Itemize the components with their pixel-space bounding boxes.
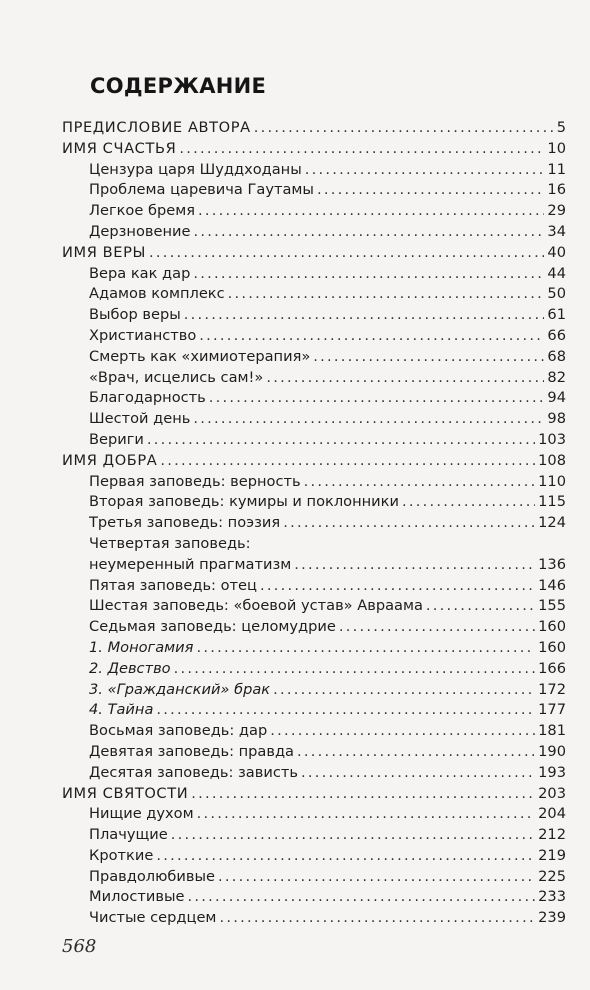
toc-entry[interactable] xyxy=(62,742,566,763)
toc-entry-page: 10 xyxy=(547,139,566,157)
dot-leader xyxy=(184,305,545,326)
toc-entry-title: «Врач, исцелись сам!» xyxy=(89,368,264,386)
dot-leader xyxy=(156,700,535,721)
table-of-contents xyxy=(62,118,566,929)
toc-entry-page: 239 xyxy=(538,909,566,927)
toc-entry[interactable] xyxy=(62,305,566,326)
contents-heading: СОДЕРЖАНИЕ xyxy=(90,74,267,98)
dot-leader xyxy=(260,576,535,597)
toc-entry-page: 11 xyxy=(547,160,566,178)
toc-entry-title: Вера как дар xyxy=(89,264,191,282)
toc-entry-page: 110 xyxy=(538,472,566,490)
toc-entry[interactable] xyxy=(62,326,566,347)
dot-leader xyxy=(426,596,535,617)
toc-entry-page: 16 xyxy=(547,181,566,199)
toc-entry-page: 233 xyxy=(538,888,566,906)
toc-entry-title: Вериги xyxy=(89,430,144,448)
toc-entry-page: 225 xyxy=(538,867,566,885)
toc-entry-title: 4. Тайна xyxy=(89,701,154,719)
toc-entry[interactable] xyxy=(62,887,566,908)
toc-entry[interactable] xyxy=(62,721,566,742)
toc-entry-page: 124 xyxy=(538,514,566,532)
toc-entry-title: Легкое бремя xyxy=(89,202,196,220)
toc-entry-title: 3. «Гражданский» брак xyxy=(89,680,271,698)
toc-entry-page: 44 xyxy=(547,264,566,282)
toc-section-entry[interactable] xyxy=(62,118,566,139)
toc-entry-page: 115 xyxy=(538,493,566,511)
toc-section-entry[interactable] xyxy=(62,451,566,472)
toc-entry[interactable] xyxy=(62,284,566,305)
toc-entry[interactable] xyxy=(62,492,566,513)
dot-leader xyxy=(301,763,535,784)
toc-entry-title: Дерзновение xyxy=(89,222,191,240)
dot-leader xyxy=(317,180,544,201)
dot-leader xyxy=(198,201,544,222)
dot-leader xyxy=(313,347,544,368)
toc-entry-page: 61 xyxy=(547,306,566,324)
toc-entry-title: Девятая заповедь: правда xyxy=(89,742,295,760)
dot-leader xyxy=(147,430,535,451)
toc-entry-title: Восьмая заповедь: дар xyxy=(89,722,268,740)
toc-entry-page: 146 xyxy=(538,576,566,594)
toc-entry-title: ИМЯ ДОБРА xyxy=(62,451,158,469)
dot-leader xyxy=(266,368,544,389)
dot-leader xyxy=(283,513,535,534)
toc-entry[interactable] xyxy=(62,347,566,368)
toc-entry-page: 40 xyxy=(547,243,566,261)
dot-leader xyxy=(187,887,535,908)
dot-leader xyxy=(304,472,536,493)
toc-entry-title: Четвертая заповедь: xyxy=(89,534,251,552)
toc-entry-title: ИМЯ ВЕРЫ xyxy=(62,243,146,261)
toc-entry[interactable] xyxy=(62,388,566,409)
toc-entry[interactable] xyxy=(62,638,566,659)
toc-entry-page: 34 xyxy=(547,222,566,240)
toc-entry-page: 212 xyxy=(538,826,566,844)
toc-entry[interactable] xyxy=(62,513,566,534)
dot-leader xyxy=(193,264,544,285)
toc-entry[interactable] xyxy=(62,596,566,617)
toc-entry-page: 203 xyxy=(538,784,566,802)
toc-entry[interactable] xyxy=(62,472,566,493)
toc-entry-page: 181 xyxy=(538,722,566,740)
toc-entry-title: Милостивые xyxy=(89,888,185,906)
toc-entry[interactable] xyxy=(62,700,566,721)
dot-leader xyxy=(179,139,544,160)
toc-entry-page: 98 xyxy=(547,410,566,428)
toc-entry-title: Шестая заповедь: «боевой устав» Авраама xyxy=(89,597,423,615)
toc-entry[interactable] xyxy=(62,763,566,784)
toc-entry-page: 68 xyxy=(547,347,566,365)
toc-entry-title: Вторая заповедь: кумиры и поклонники xyxy=(89,493,399,511)
toc-entry[interactable] xyxy=(62,659,566,680)
toc-entry[interactable] xyxy=(62,825,566,846)
toc-entry-title: 1. Моногамия xyxy=(89,638,194,656)
dot-leader xyxy=(219,908,535,929)
toc-entry-page: 155 xyxy=(538,597,566,615)
toc-entry-page: 82 xyxy=(547,368,566,386)
toc-entry-title: Пятая заповедь: отец xyxy=(89,576,257,594)
toc-entry[interactable] xyxy=(62,264,566,285)
dot-leader xyxy=(218,867,535,888)
toc-entry-page: 94 xyxy=(547,389,566,407)
toc-entry-title: Христианство xyxy=(89,326,197,344)
toc-entry-title: Плачущие xyxy=(89,826,168,844)
toc-entry-page: 5 xyxy=(556,119,566,136)
toc-entry-title: 2. Девство xyxy=(89,659,171,677)
dot-leader xyxy=(297,742,535,763)
toc-entry-title: Адамов комплекс xyxy=(89,285,225,303)
toc-entry-page: 219 xyxy=(538,846,566,864)
toc-entry-title: Десятая заповедь: зависть xyxy=(89,763,298,781)
toc-entry-page: 160 xyxy=(538,638,566,656)
toc-entry-page: 204 xyxy=(538,805,566,823)
toc-entry-page: 108 xyxy=(538,451,566,469)
dot-leader xyxy=(270,721,535,742)
toc-entry[interactable] xyxy=(62,222,566,243)
dot-leader xyxy=(191,784,535,805)
toc-entry[interactable] xyxy=(62,534,566,555)
toc-entry-page: 29 xyxy=(547,202,566,220)
toc-entry-page: 160 xyxy=(538,618,566,636)
toc-entry-page: 103 xyxy=(538,430,566,448)
toc-entry[interactable] xyxy=(62,180,566,201)
toc-entry[interactable] xyxy=(62,680,566,701)
dot-leader xyxy=(193,222,544,243)
toc-entry-page: 136 xyxy=(538,555,566,573)
toc-entry-title: Первая заповедь: верность xyxy=(89,472,301,490)
dot-leader xyxy=(196,638,535,659)
dot-leader xyxy=(156,846,535,867)
toc-entry-page: 172 xyxy=(538,680,566,698)
toc-entry[interactable] xyxy=(62,409,566,430)
toc-entry-title: Седьмая заповедь: целомудрие xyxy=(89,618,336,636)
dot-leader xyxy=(402,492,535,513)
toc-entry-title: Чистые сердцем xyxy=(89,909,217,927)
dot-leader xyxy=(273,680,535,701)
toc-entry-page: 193 xyxy=(538,763,566,781)
toc-entry-page: 190 xyxy=(538,742,566,760)
toc-entry[interactable] xyxy=(62,804,566,825)
toc-entry-page: 50 xyxy=(547,285,566,303)
toc-entry-title: Третья заповедь: поэзия xyxy=(89,514,281,532)
dot-leader xyxy=(228,284,545,305)
dot-leader xyxy=(193,409,544,430)
toc-entry[interactable] xyxy=(62,867,566,888)
dot-leader xyxy=(197,804,536,825)
toc-entry[interactable] xyxy=(62,160,566,181)
toc-entry[interactable] xyxy=(62,908,566,929)
toc-entry-page: 66 xyxy=(547,326,566,344)
toc-entry[interactable] xyxy=(62,617,566,638)
toc-entry-title: Кроткие xyxy=(89,846,154,864)
dot-leader xyxy=(305,160,545,181)
toc-entry[interactable] xyxy=(62,555,566,576)
toc-entry[interactable] xyxy=(62,368,566,389)
toc-entry-title: Цензура царя Шуддходаны xyxy=(89,160,302,178)
toc-entry-title: Нищие духом xyxy=(89,805,194,823)
toc-entry-title: ПРЕДИСЛОВИЕ АВТОРА xyxy=(62,119,251,136)
toc-entry[interactable] xyxy=(62,846,566,867)
toc-entry-page: 166 xyxy=(538,659,566,677)
toc-entry[interactable] xyxy=(62,576,566,597)
toc-entry-title: ИМЯ СВЯТОСТИ xyxy=(62,784,189,802)
toc-entry[interactable] xyxy=(62,201,566,222)
dot-leader xyxy=(149,243,544,264)
dot-leader xyxy=(209,388,545,409)
toc-entry-title: ИМЯ СЧАСТЬЯ xyxy=(62,139,177,157)
toc-section-entry[interactable] xyxy=(62,784,566,805)
toc-entry[interactable] xyxy=(62,430,566,451)
dot-leader xyxy=(294,555,535,576)
toc-entry-title: Смерть как «химиотерапия» xyxy=(89,347,311,365)
toc-entry-title: Выбор веры xyxy=(89,306,181,324)
dot-leader xyxy=(199,326,544,347)
toc-entry-title: неумеренный прагматизм xyxy=(89,555,292,573)
dot-leader xyxy=(160,451,535,472)
page-number: 568 xyxy=(62,936,97,957)
dot-leader xyxy=(171,825,535,846)
toc-entry-title: Проблема царевича Гаутамы xyxy=(89,181,314,199)
toc-entry-page: 177 xyxy=(538,701,566,719)
dot-leader xyxy=(254,118,554,139)
dot-leader xyxy=(339,617,535,638)
toc-section-entry[interactable] xyxy=(62,139,566,160)
toc-entry-title: Шестой день xyxy=(89,410,191,428)
toc-entry-title: Правдолюбивые xyxy=(89,867,215,885)
toc-entry-title: Благодарность xyxy=(89,389,206,407)
toc-section-entry[interactable] xyxy=(62,243,566,264)
dot-leader xyxy=(174,659,536,680)
